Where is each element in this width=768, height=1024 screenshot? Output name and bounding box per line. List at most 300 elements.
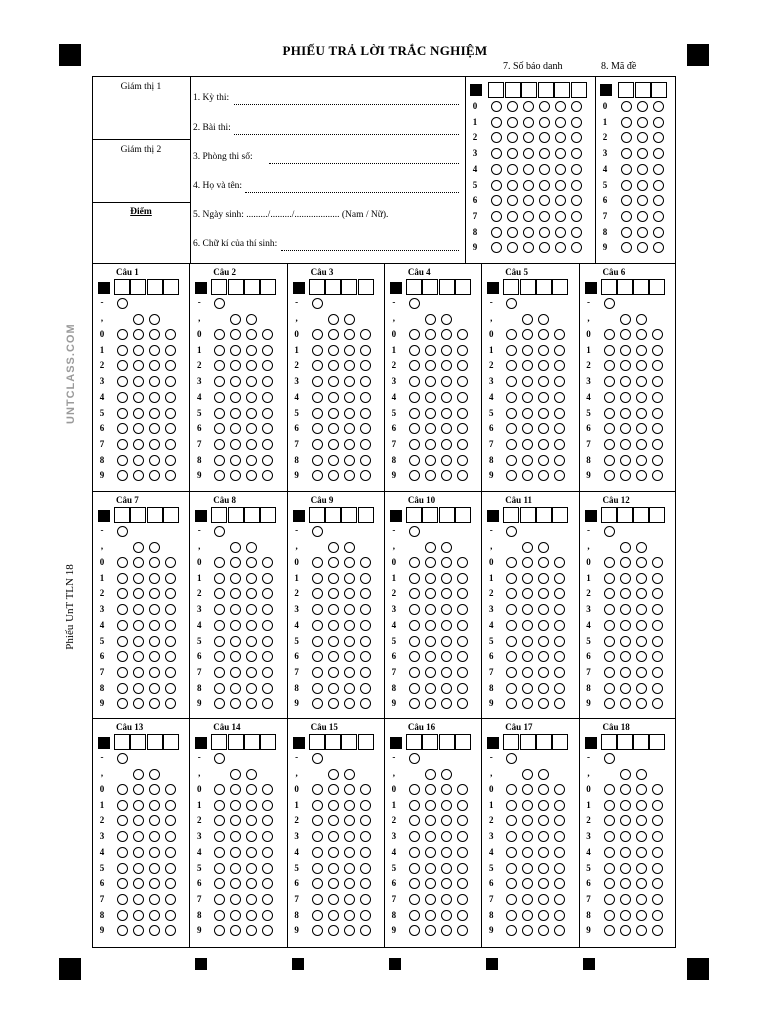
answer-box[interactable] [244,507,260,523]
exam-code-bubble[interactable] [653,211,664,222]
answer-bubble[interactable] [149,408,160,419]
comma-bubble[interactable] [344,314,355,325]
answer-bubble[interactable] [604,455,615,466]
answer-bubble[interactable] [604,831,615,842]
answer-bubble[interactable] [522,345,533,356]
exam-code-bubble[interactable] [653,227,664,238]
answer-bubble[interactable] [538,636,549,647]
answer-bubble[interactable] [246,910,257,921]
answer-bubble[interactable] [506,345,517,356]
answer-bubble[interactable] [344,470,355,481]
answer-bubble[interactable] [636,651,647,662]
answer-bubble[interactable] [441,573,452,584]
answer-bubble[interactable] [652,651,663,662]
answer-bubble[interactable] [538,439,549,450]
answer-bubble[interactable] [554,863,565,874]
answer-bubble[interactable] [230,800,241,811]
answer-bubble[interactable] [360,800,371,811]
answer-bubble[interactable] [344,392,355,403]
answer-bubble[interactable] [117,455,128,466]
answer-bubble[interactable] [457,408,468,419]
answer-bubble[interactable] [441,329,452,340]
answer-bubble[interactable] [117,392,128,403]
comma-bubble[interactable] [133,314,144,325]
answer-bubble[interactable] [636,604,647,615]
answer-box[interactable] [228,507,244,523]
answer-bubble[interactable] [165,573,176,584]
answer-bubble[interactable] [149,683,160,694]
answer-bubble[interactable] [425,455,436,466]
comma-bubble[interactable] [149,769,160,780]
answer-bubble[interactable] [133,557,144,568]
answer-bubble[interactable] [246,683,257,694]
answer-bubble[interactable] [312,863,323,874]
minus-bubble[interactable] [409,753,420,764]
answer-bubble[interactable] [344,698,355,709]
answer-bubble[interactable] [604,392,615,403]
answer-bubble[interactable] [620,878,631,889]
answer-bubble[interactable] [360,588,371,599]
exam-code-bubble[interactable] [621,227,632,238]
answer-bubble[interactable] [262,573,273,584]
answer-bubble[interactable] [457,455,468,466]
answer-bubble[interactable] [230,573,241,584]
exam-code-bubble[interactable] [637,117,648,128]
answer-box[interactable] [552,279,568,295]
minus-bubble[interactable] [312,753,323,764]
answer-bubble[interactable] [652,439,663,450]
answer-bubble[interactable] [620,360,631,371]
answer-box[interactable] [211,734,227,750]
answer-bubble[interactable] [409,439,420,450]
answer-bubble[interactable] [312,345,323,356]
answer-bubble[interactable] [538,455,549,466]
answer-bubble[interactable] [457,878,468,889]
answer-box[interactable] [649,279,665,295]
answer-bubble[interactable] [604,651,615,662]
answer-bubble[interactable] [457,910,468,921]
answer-bubble[interactable] [133,439,144,450]
answer-bubble[interactable] [117,863,128,874]
answer-bubble[interactable] [312,925,323,936]
answer-box[interactable] [211,507,227,523]
answer-bubble[interactable] [604,925,615,936]
candidate-number-bubble[interactable] [555,180,566,191]
answer-bubble[interactable] [652,588,663,599]
answer-bubble[interactable] [328,573,339,584]
answer-box[interactable] [309,734,325,750]
answer-bubble[interactable] [604,683,615,694]
answer-bubble[interactable] [262,800,273,811]
answer-bubble[interactable] [262,408,273,419]
answer-bubble[interactable] [522,636,533,647]
answer-bubble[interactable] [636,423,647,434]
answer-bubble[interactable] [554,392,565,403]
answer-bubble[interactable] [522,667,533,678]
answer-bubble[interactable] [133,573,144,584]
answer-bubble[interactable] [652,360,663,371]
candidate-number-bubble[interactable] [571,101,582,112]
comma-bubble[interactable] [636,542,647,553]
answer-bubble[interactable] [506,847,517,858]
minus-bubble[interactable] [409,298,420,309]
answer-bubble[interactable] [312,878,323,889]
answer-bubble[interactable] [652,620,663,631]
answer-bubble[interactable] [328,360,339,371]
answer-box[interactable] [649,734,665,750]
answer-bubble[interactable] [214,863,225,874]
answer-bubble[interactable] [165,636,176,647]
answer-box[interactable] [341,507,357,523]
exam-code-bubble[interactable] [621,211,632,222]
answer-bubble[interactable] [328,894,339,905]
answer-bubble[interactable] [636,910,647,921]
answer-bubble[interactable] [441,345,452,356]
answer-bubble[interactable] [425,329,436,340]
answer-bubble[interactable] [604,878,615,889]
answer-bubble[interactable] [344,831,355,842]
answer-bubble[interactable] [425,831,436,842]
answer-bubble[interactable] [604,588,615,599]
answer-bubble[interactable] [441,455,452,466]
answer-bubble[interactable] [457,667,468,678]
answer-box[interactable] [633,279,649,295]
answer-bubble[interactable] [652,800,663,811]
candidate-number-bubble[interactable] [491,117,502,128]
comma-bubble[interactable] [636,314,647,325]
answer-bubble[interactable] [506,439,517,450]
answer-bubble[interactable] [620,863,631,874]
answer-bubble[interactable] [441,376,452,387]
answer-box[interactable] [439,734,455,750]
answer-bubble[interactable] [149,392,160,403]
answer-bubble[interactable] [360,470,371,481]
minus-bubble[interactable] [312,526,323,537]
answer-bubble[interactable] [360,392,371,403]
answer-bubble[interactable] [506,408,517,419]
answer-bubble[interactable] [230,683,241,694]
answer-bubble[interactable] [133,910,144,921]
answer-bubble[interactable] [328,910,339,921]
answer-box[interactable] [422,507,438,523]
answer-bubble[interactable] [636,455,647,466]
answer-bubble[interactable] [652,392,663,403]
answer-box[interactable] [439,279,455,295]
answer-bubble[interactable] [344,815,355,826]
candidate-number-bubble[interactable] [491,164,502,175]
answer-bubble[interactable] [652,329,663,340]
answer-bubble[interactable] [604,360,615,371]
answer-bubble[interactable] [604,573,615,584]
answer-bubble[interactable] [328,455,339,466]
answer-bubble[interactable] [312,620,323,631]
answer-bubble[interactable] [360,651,371,662]
answer-bubble[interactable] [360,604,371,615]
minus-bubble[interactable] [117,753,128,764]
answer-bubble[interactable] [636,831,647,842]
answer-bubble[interactable] [522,392,533,403]
answer-bubble[interactable] [409,683,420,694]
answer-bubble[interactable] [425,910,436,921]
candidate-number-bubble[interactable] [523,211,534,222]
answer-bubble[interactable] [246,345,257,356]
answer-box[interactable] [244,734,260,750]
answer-bubble[interactable] [620,894,631,905]
answer-bubble[interactable] [328,620,339,631]
answer-bubble[interactable] [604,408,615,419]
answer-bubble[interactable] [262,683,273,694]
answer-bubble[interactable] [522,847,533,858]
answer-bubble[interactable] [262,455,273,466]
answer-bubble[interactable] [652,557,663,568]
answer-bubble[interactable] [165,784,176,795]
answer-box[interactable] [617,279,633,295]
answer-bubble[interactable] [604,784,615,795]
answer-bubble[interactable] [149,439,160,450]
answer-box[interactable] [325,734,341,750]
candidate-number-bubble[interactable] [507,180,518,191]
answer-bubble[interactable] [620,925,631,936]
answer-bubble[interactable] [360,878,371,889]
answer-bubble[interactable] [312,894,323,905]
answer-bubble[interactable] [620,683,631,694]
answer-bubble[interactable] [604,604,615,615]
answer-bubble[interactable] [214,573,225,584]
answer-bubble[interactable] [636,345,647,356]
answer-bubble[interactable] [312,800,323,811]
answer-bubble[interactable] [360,847,371,858]
answer-bubble[interactable] [262,345,273,356]
answer-bubble[interactable] [425,894,436,905]
field-exam-name-line[interactable] [234,104,459,105]
comma-bubble[interactable] [133,542,144,553]
candidate-number-bubble[interactable] [555,211,566,222]
answer-bubble[interactable] [344,557,355,568]
answer-bubble[interactable] [214,408,225,419]
exam-code-box[interactable] [618,82,634,98]
answer-bubble[interactable] [344,651,355,662]
answer-bubble[interactable] [344,360,355,371]
answer-bubble[interactable] [425,800,436,811]
answer-bubble[interactable] [214,683,225,694]
answer-box[interactable] [325,507,341,523]
answer-bubble[interactable] [636,847,647,858]
answer-bubble[interactable] [360,698,371,709]
answer-bubble[interactable] [312,423,323,434]
answer-box[interactable] [260,279,276,295]
answer-bubble[interactable] [344,800,355,811]
answer-bubble[interactable] [149,910,160,921]
minus-bubble[interactable] [409,526,420,537]
answer-bubble[interactable] [409,408,420,419]
field-full-name-line[interactable] [245,192,459,193]
answer-bubble[interactable] [620,588,631,599]
answer-bubble[interactable] [312,636,323,647]
minus-bubble[interactable] [604,753,615,764]
answer-bubble[interactable] [117,408,128,419]
answer-box[interactable] [244,279,260,295]
answer-box[interactable] [211,279,227,295]
answer-box[interactable] [552,734,568,750]
answer-bubble[interactable] [360,925,371,936]
answer-bubble[interactable] [165,800,176,811]
answer-box[interactable] [114,734,130,750]
exam-code-bubble[interactable] [637,101,648,112]
answer-bubble[interactable] [604,847,615,858]
comma-bubble[interactable] [425,769,436,780]
answer-box[interactable] [406,279,422,295]
answer-bubble[interactable] [425,651,436,662]
answer-bubble[interactable] [328,698,339,709]
answer-bubble[interactable] [344,667,355,678]
answer-box[interactable] [260,507,276,523]
answer-bubble[interactable] [312,604,323,615]
answer-bubble[interactable] [620,604,631,615]
answer-bubble[interactable] [328,470,339,481]
candidate-number-box[interactable] [488,82,504,98]
answer-bubble[interactable] [554,345,565,356]
answer-bubble[interactable] [149,557,160,568]
answer-bubble[interactable] [149,894,160,905]
minus-bubble[interactable] [312,298,323,309]
answer-bubble[interactable] [425,423,436,434]
answer-bubble[interactable] [133,847,144,858]
answer-bubble[interactable] [409,878,420,889]
answer-bubble[interactable] [214,636,225,647]
answer-bubble[interactable] [652,423,663,434]
answer-bubble[interactable] [652,573,663,584]
answer-bubble[interactable] [636,408,647,419]
answer-bubble[interactable] [604,910,615,921]
answer-bubble[interactable] [230,910,241,921]
answer-bubble[interactable] [117,439,128,450]
answer-bubble[interactable] [620,573,631,584]
answer-bubble[interactable] [149,863,160,874]
answer-bubble[interactable] [312,360,323,371]
answer-bubble[interactable] [604,329,615,340]
answer-bubble[interactable] [554,683,565,694]
answer-bubble[interactable] [328,925,339,936]
answer-bubble[interactable] [246,573,257,584]
answer-bubble[interactable] [165,667,176,678]
answer-bubble[interactable] [425,784,436,795]
answer-bubble[interactable] [620,698,631,709]
answer-bubble[interactable] [652,470,663,481]
answer-bubble[interactable] [554,667,565,678]
answer-box[interactable] [358,279,374,295]
answer-bubble[interactable] [360,345,371,356]
answer-bubble[interactable] [360,910,371,921]
answer-bubble[interactable] [409,800,420,811]
exam-code-bubble[interactable] [637,180,648,191]
answer-bubble[interactable] [360,423,371,434]
answer-bubble[interactable] [441,831,452,842]
answer-bubble[interactable] [425,863,436,874]
answer-bubble[interactable] [636,470,647,481]
answer-bubble[interactable] [506,910,517,921]
answer-bubble[interactable] [328,408,339,419]
answer-bubble[interactable] [604,423,615,434]
answer-bubble[interactable] [441,408,452,419]
answer-bubble[interactable] [554,800,565,811]
answer-bubble[interactable] [133,620,144,631]
answer-bubble[interactable] [133,800,144,811]
answer-bubble[interactable] [214,455,225,466]
answer-bubble[interactable] [457,557,468,568]
candidate-number-bubble[interactable] [507,117,518,128]
answer-bubble[interactable] [652,604,663,615]
answer-bubble[interactable] [328,376,339,387]
answer-bubble[interactable] [328,636,339,647]
candidate-number-bubble[interactable] [507,101,518,112]
answer-bubble[interactable] [636,439,647,450]
answer-bubble[interactable] [409,651,420,662]
answer-bubble[interactable] [344,455,355,466]
answer-bubble[interactable] [538,392,549,403]
answer-bubble[interactable] [636,863,647,874]
answer-bubble[interactable] [230,636,241,647]
answer-bubble[interactable] [506,573,517,584]
answer-bubble[interactable] [344,925,355,936]
candidate-number-bubble[interactable] [491,211,502,222]
answer-bubble[interactable] [409,423,420,434]
answer-bubble[interactable] [425,573,436,584]
answer-box[interactable] [228,734,244,750]
candidate-number-box[interactable] [571,82,587,98]
answer-bubble[interactable] [133,683,144,694]
answer-box[interactable] [309,279,325,295]
answer-bubble[interactable] [457,847,468,858]
answer-bubble[interactable] [620,470,631,481]
answer-box[interactable] [455,734,471,750]
answer-bubble[interactable] [652,863,663,874]
answer-bubble[interactable] [360,636,371,647]
answer-bubble[interactable] [604,376,615,387]
exam-code-bubble[interactable] [621,117,632,128]
answer-box[interactable] [601,279,617,295]
answer-bubble[interactable] [441,604,452,615]
answer-bubble[interactable] [230,408,241,419]
answer-bubble[interactable] [360,557,371,568]
answer-bubble[interactable] [165,392,176,403]
answer-bubble[interactable] [441,878,452,889]
answer-bubble[interactable] [636,636,647,647]
answer-bubble[interactable] [604,636,615,647]
answer-bubble[interactable] [117,894,128,905]
answer-bubble[interactable] [360,455,371,466]
answer-box[interactable] [147,507,163,523]
answer-bubble[interactable] [620,784,631,795]
answer-bubble[interactable] [522,455,533,466]
answer-bubble[interactable] [344,847,355,858]
answer-bubble[interactable] [425,667,436,678]
answer-bubble[interactable] [652,455,663,466]
answer-bubble[interactable] [328,683,339,694]
exam-code-bubble[interactable] [637,227,648,238]
answer-bubble[interactable] [117,636,128,647]
answer-bubble[interactable] [344,863,355,874]
answer-bubble[interactable] [246,863,257,874]
answer-bubble[interactable] [409,573,420,584]
answer-bubble[interactable] [457,329,468,340]
answer-box[interactable] [633,734,649,750]
answer-bubble[interactable] [149,784,160,795]
candidate-number-bubble[interactable] [571,211,582,222]
answer-bubble[interactable] [425,408,436,419]
answer-bubble[interactable] [652,636,663,647]
answer-bubble[interactable] [636,815,647,826]
answer-box[interactable] [536,734,552,750]
